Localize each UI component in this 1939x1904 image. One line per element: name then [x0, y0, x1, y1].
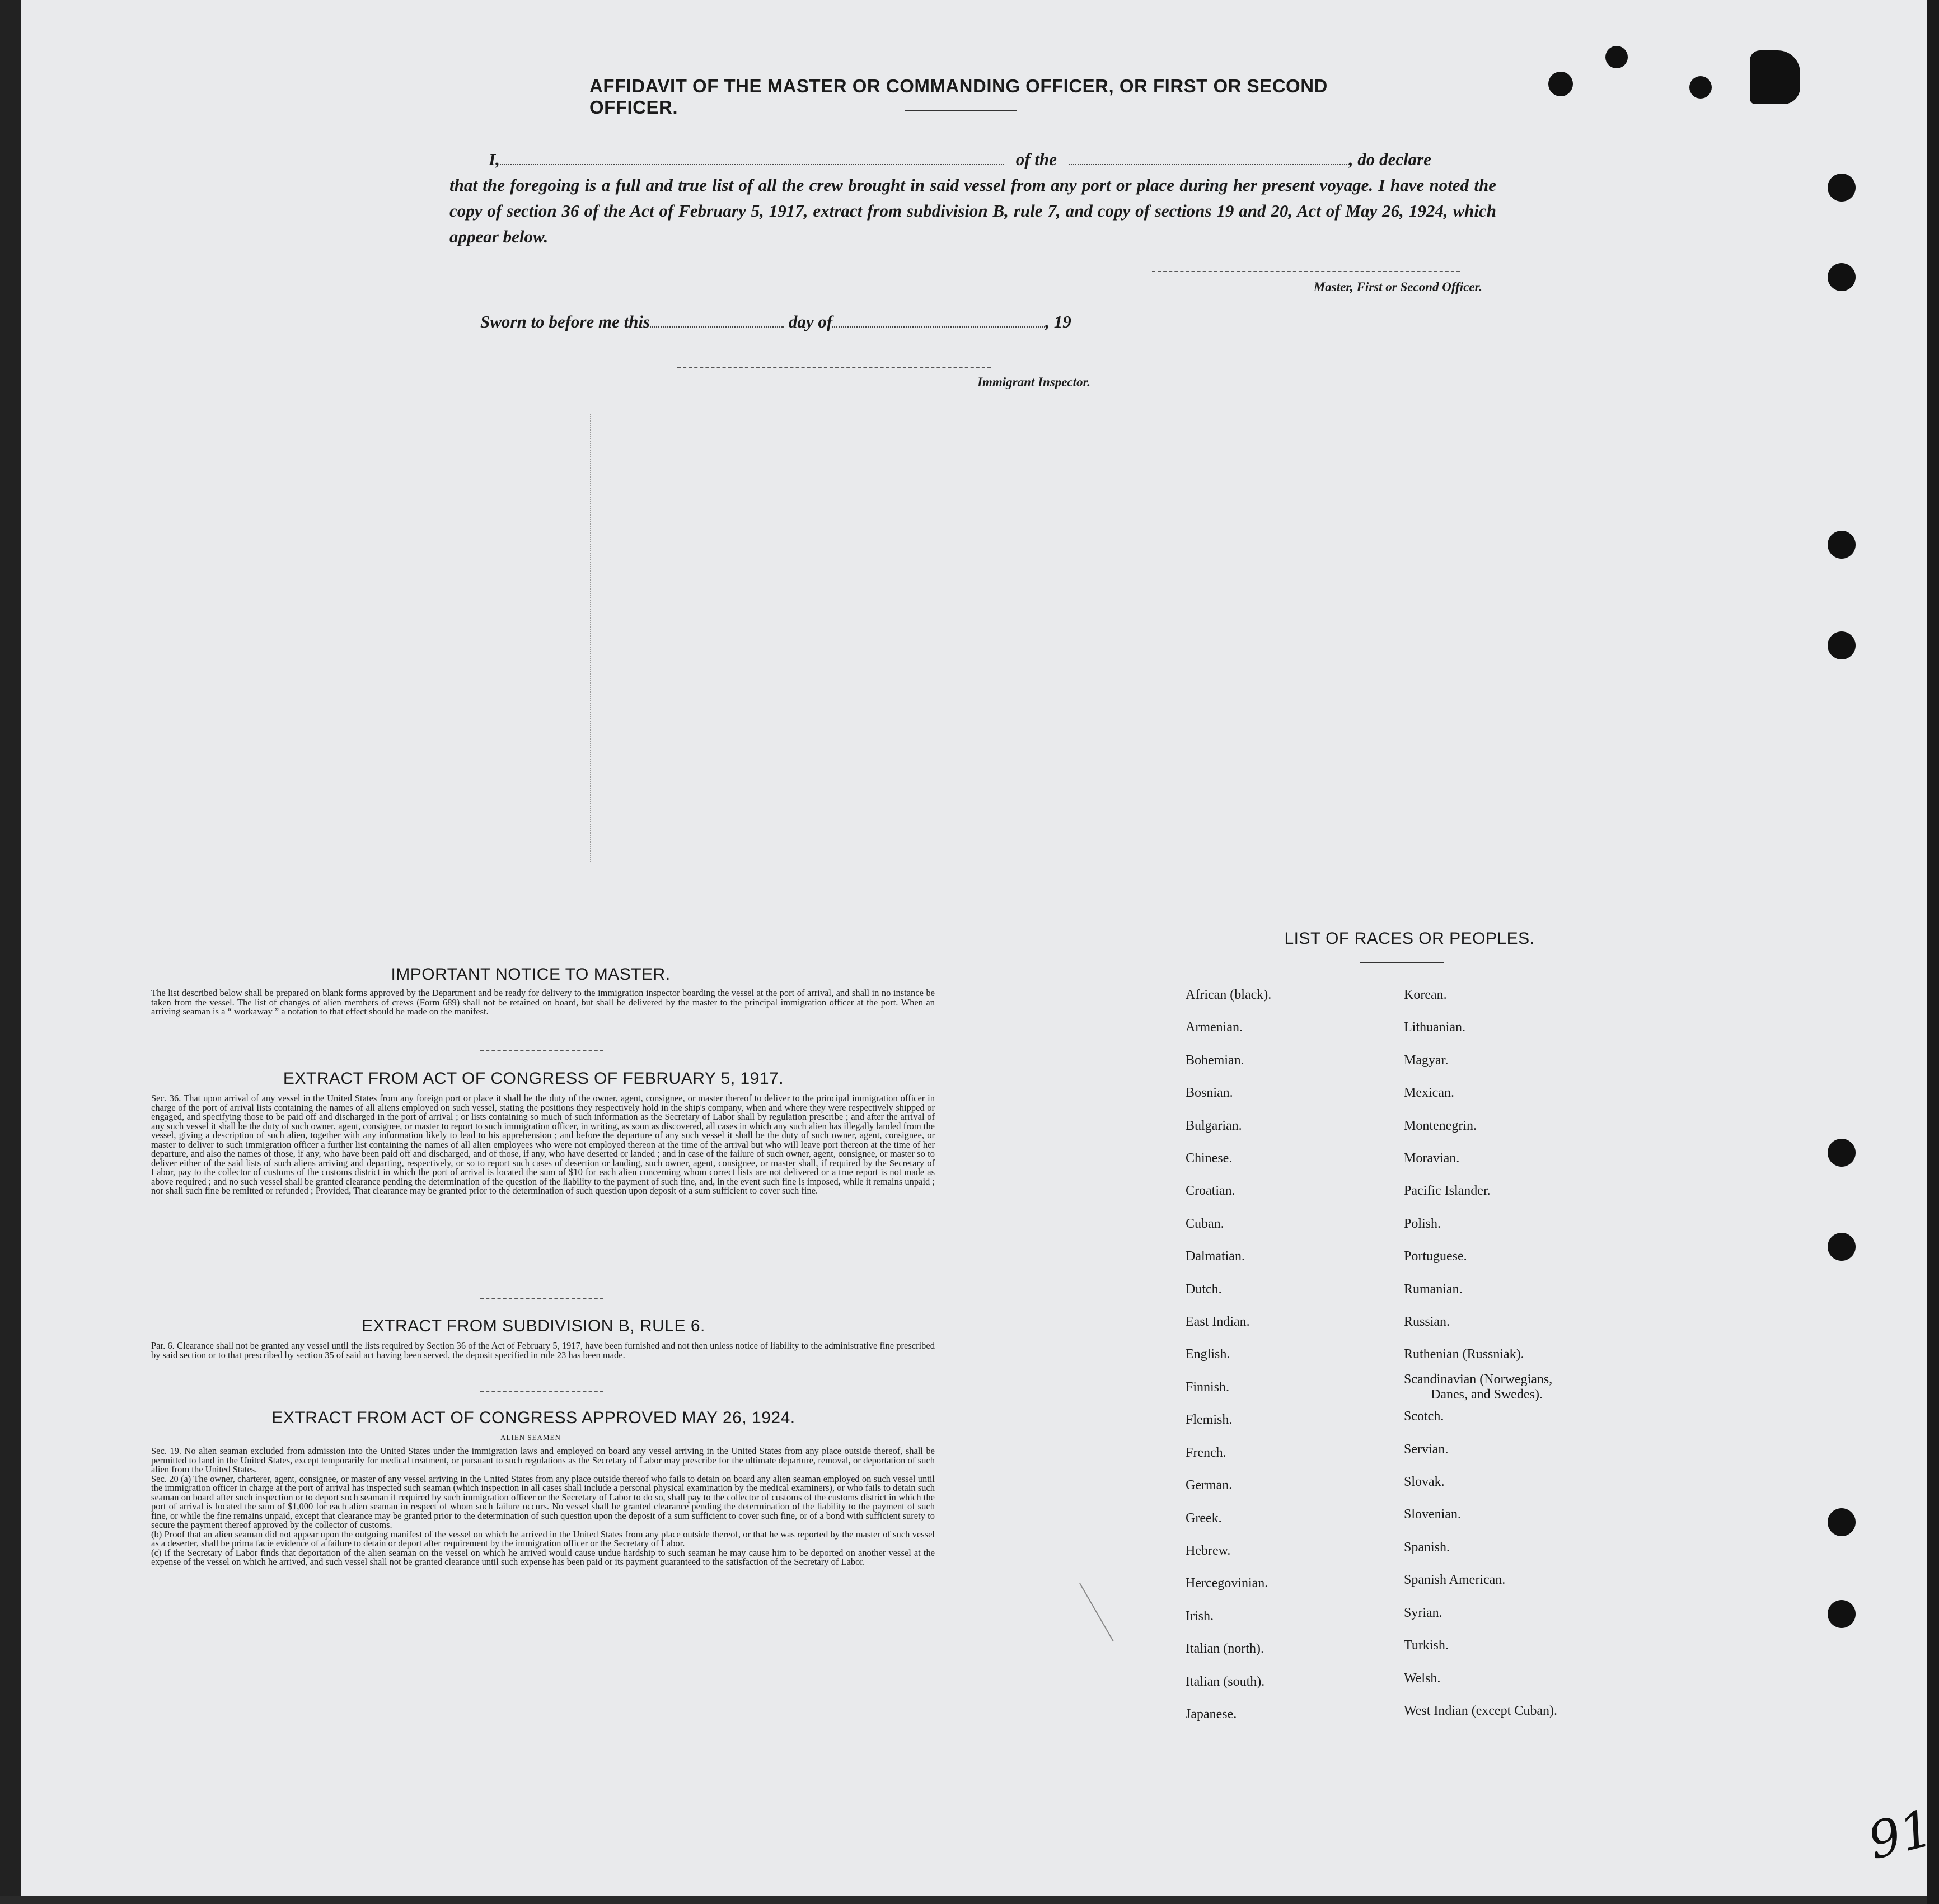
binder-hole-icon	[1828, 1233, 1856, 1261]
race-item: Scotch.	[1404, 1409, 1444, 1424]
binder-hole-icon	[1828, 1600, 1856, 1628]
race-item: Ruthenian (Russniak).	[1404, 1347, 1524, 1362]
race-item: Spanish American.	[1404, 1573, 1506, 1588]
race-item: Montenegrin.	[1404, 1118, 1477, 1133]
sec-19-text: Sec. 19. No alien seaman excluded from admission into the United States under the immigration laws and employed on board any vessel arriving in the United States from any place outside thereof, shall be permitted to land in the United States, except temporarily for medical treatment, or pursuant to such regulations as the Secretary of Labor may prescribe for the ultimate departure, removal, or deportation of such alien from the United States.	[151, 1445, 935, 1475]
notice-text: The list described below shall be prepared on blank forms approved by the Department and be ready for delivery to the immigration inspector boarding the vessel at the port of arrival, and shall in no instance be taken from the vessel. The list of changes of alien members of crews (Form 689) shall not be retained on board, but shall be delivered by the master to the principal immigration officer at the port. When an arriving seaman is a “ workaway ” a notation to that effect should be made on the manifest.	[151, 988, 935, 1017]
extract-1924-title: EXTRACT FROM ACT OF CONGRESS APPROVED MAY 26, 1924.	[271, 1409, 795, 1427]
race-item: Hebrew.	[1186, 1543, 1231, 1558]
extract-1917-title: EXTRACT FROM ACT OF CONGRESS OF FEBRUARY 5, 1917.	[283, 1069, 784, 1088]
sec-20c-text: (c) If the Secretary of Labor finds that deportation of the alien seaman on the vessel on which he arrived would cause undue hardship to such seaman he may cause him to be deported on another vessel at the expense of the vessel on which he arrived, and such vessel shall not be granted clearance until such expense has been paid or its payment guaranteed to the satisfaction of the Secretary of Labor.	[151, 1547, 935, 1567]
races-title-underline	[1360, 962, 1444, 963]
race-item: French.	[1186, 1445, 1226, 1460]
declaration-i: I,	[489, 149, 500, 169]
race-item: Greek.	[1186, 1510, 1222, 1526]
affidavit-title: AFFIDAVIT OF THE MASTER OR COMMANDING OFFICER, OR FIRST OR SECOND OFFICER.	[589, 76, 1328, 118]
declaration-of-the: of the	[1015, 149, 1057, 169]
race-item: Croatian.	[1186, 1183, 1235, 1199]
race-item: Finnish.	[1186, 1379, 1230, 1395]
master-signature-label: Master, First or Second Officer.	[1313, 280, 1482, 294]
race-item: Japanese.	[1186, 1706, 1237, 1721]
sworn-month-field[interactable]	[832, 326, 1045, 328]
race-item: Armenian.	[1186, 1020, 1243, 1035]
race-item: Polish.	[1404, 1216, 1441, 1231]
torn-corner-mark	[1750, 50, 1800, 104]
race-item-continuation: Danes, and Swedes).	[1431, 1387, 1543, 1402]
handwritten-page-number: 91	[1862, 1798, 1939, 1872]
alien-seamen-subtitle: ALIEN SEAMEN	[500, 1433, 561, 1442]
rule6-text: Par. 6. Clearance shall not be granted any vessel until the lists required by Section 36 of the Act of February 5, 1917, have been furnished and not then unless notice of liability to the administrative fine prescribed by said section or to that prescribed by section 35 of said act having been served, the deposit specified in rule 23 has been made.	[151, 1340, 935, 1360]
ink-blot-icon	[1548, 72, 1573, 96]
race-item: African (black).	[1186, 988, 1272, 1002]
race-item: Servian.	[1404, 1442, 1449, 1457]
section-divider	[480, 1391, 603, 1392]
race-item: Magyar.	[1404, 1052, 1449, 1068]
sworn-day-field[interactable]	[650, 326, 784, 328]
race-item: Rumanian.	[1404, 1281, 1463, 1297]
ink-blot-icon	[1689, 76, 1712, 99]
inspector-signature-line[interactable]	[677, 367, 991, 368]
race-item: East Indian.	[1186, 1314, 1250, 1330]
sworn-line	[480, 309, 1152, 335]
sworn-day-of: day of	[788, 312, 833, 331]
binder-hole-icon	[1828, 1139, 1856, 1167]
race-item: Korean.	[1404, 988, 1447, 1002]
race-item: Russian.	[1404, 1314, 1450, 1330]
pencil-tick-mark	[1079, 1583, 1114, 1642]
races-column-1	[1186, 979, 1271, 1730]
declaration-do-declare: , do declare	[1348, 149, 1431, 169]
scan-bottom-edge	[0, 1896, 1927, 1904]
sworn-prefix: Sworn to before me this	[480, 312, 650, 331]
binder-hole-icon	[1828, 531, 1856, 559]
race-item: West Indian (except Cuban).	[1404, 1703, 1557, 1718]
declaration-body: that the foregoing is a full and true list of all the crew brought in said vessel from any port or place during her present voyage. I have noted the copy of section 36 of the Act of February 5, 1917, extract from subdivision B, rule 7, and copy of sections 19 and 20, Act of May 26, 1924, which appear below.	[449, 175, 1496, 246]
master-signature-line[interactable]	[1152, 271, 1460, 272]
race-item: Welsh.	[1404, 1671, 1441, 1686]
race-item: Flemish.	[1186, 1412, 1233, 1428]
race-item: Portuguese.	[1404, 1249, 1467, 1264]
extract-1917-text: Sec. 36. That upon arrival of any vessel in the United States from any foreign port or place it shall be the duty of the owner, agent, consignee, or master thereof to deliver to the principal immigration officer in charge of the port of arrival lists containing the names of all aliens employed on such vessel, stating the positions they respectively hold in the ship's company, when and where they were respectively shipped or engaged, and specifying those to be paid off and discharged in the port of arrival ; or lists containing so much of such information as the Secretary of Labor shall by regulation prescribe ; and after the arrival of any such vessel it shall be the duty of such owner, agent, consignee, or master to report to such immigration officer, in writing, as soon as discovered, all cases in which any such alien has illegally landed from the vessel, giving a description of such alien, together with any information likely to lead to his apprehension ; and before the departure of any such vessel it shall be the duty of such owner, agent, consignee, or master to deliver to such immigration officer a further list containing the names of all alien employees who were not employed thereon at the time of the arrival but who will leave port thereon at the time of her departure, and also the names of those, if any, who have been paid off and discharged, and of those, if any, who have deserted or landed ; and in case of the failure of such owner, agent, consignee, or master so to deliver either of the said lists of such aliens arriving and departing, respectively, or so to report such cases of desertion or landing, such owner, agent, consignee, or master shall, if required by the Secretary of Labor, pay to the collector of customs of the customs district in which the port of arrival is located the sum of $10 for each alien concerning whom correct lists are not delivered or a true report is not made as above required ; and no such vessel shall be granted clearance pending the determination of the question of the liability to the payment of such fine, and, in the event such fine is imposed, while it remains unpaid ; nor shall such fine be remitted or refunded ; Provided, That clearance may be granted prior to the determination of such question upon deposit of a sum sufficient to cover such fine.	[151, 1093, 935, 1196]
race-item: Italian (south).	[1186, 1674, 1265, 1689]
race-item: Turkish.	[1404, 1638, 1449, 1653]
race-item: Syrian.	[1404, 1605, 1442, 1620]
race-item: Slovenian.	[1404, 1507, 1461, 1522]
race-item: Pacific Islander.	[1404, 1183, 1491, 1199]
vessel-field[interactable]	[1069, 164, 1349, 165]
race-item: Irish.	[1186, 1608, 1214, 1624]
ink-blot-icon	[1605, 46, 1628, 68]
title-underline	[905, 110, 1017, 111]
binder-hole-icon	[1828, 174, 1856, 202]
races-column-2	[1404, 979, 1557, 1727]
race-item: German.	[1186, 1478, 1233, 1493]
race-item: Bulgarian.	[1186, 1118, 1242, 1133]
race-item: Chinese.	[1186, 1151, 1233, 1166]
race-item: Lithuanian.	[1404, 1020, 1465, 1035]
race-item: Bosnian.	[1186, 1086, 1233, 1101]
race-item: Spanish.	[1404, 1540, 1450, 1555]
race-item: Dalmatian.	[1186, 1249, 1245, 1264]
document-page	[21, 0, 1939, 1904]
race-item: English.	[1186, 1347, 1230, 1362]
notice-title: IMPORTANT NOTICE TO MASTER.	[391, 965, 671, 984]
race-item: Bohemian.	[1186, 1052, 1244, 1068]
name-field[interactable]	[500, 164, 1004, 165]
race-item: Dutch.	[1186, 1281, 1222, 1297]
faint-column-rule	[590, 414, 591, 862]
sec-20b-text: (b) Proof that an alien seaman did not appear upon the outgoing manifest of the vessel on which he arrived in the United States from any place outside thereof, or that he was reported by the master of such vessel as a deserter, shall be prima facie evidence of a failure to detain or deport after requirement by the immigration officer or the Secretary of Labor.	[151, 1528, 935, 1549]
binder-hole-icon	[1828, 263, 1856, 291]
race-item	[1404, 1371, 1557, 1404]
rule6-title: EXTRACT FROM SUBDIVISION B, RULE 6.	[362, 1317, 705, 1335]
section-divider	[480, 1298, 603, 1299]
race-item: Hercegovinian.	[1186, 1576, 1268, 1591]
inspector-label: Immigrant Inspector.	[977, 375, 1090, 389]
race-item: Slovak.	[1404, 1475, 1445, 1490]
races-title: LIST OF RACES OR PEOPLES.	[1284, 929, 1535, 948]
race-item: Cuban.	[1186, 1216, 1224, 1231]
binder-hole-icon	[1828, 631, 1856, 659]
race-item-line: Scandinavian (Norwegians,	[1404, 1372, 1553, 1387]
scan-edge-shadow	[0, 0, 21, 1904]
extract-1924-text	[151, 1447, 935, 1567]
race-item: Italian (north).	[1186, 1641, 1264, 1657]
section-divider	[480, 1050, 603, 1051]
race-item: Mexican.	[1404, 1086, 1454, 1101]
race-item: Moravian.	[1404, 1151, 1460, 1166]
sworn-year: , 19	[1045, 312, 1071, 331]
binder-hole-icon	[1828, 1508, 1856, 1536]
declaration-line	[449, 147, 1496, 172]
sec-20a-text: Sec. 20 (a) The owner, charterer, agent, consignee, or master of any vessel arriving in the United States from any place outside thereof who fails to detain on board any alien seaman employed on such vessel until the immigration officer in charge at the port of arrival has inspected such seaman (which inspection in all cases shall include a personal physical examination by the medical examiners), or who fails to detain such seaman on board after such inspection or to deport such seaman if required by such immigration officer or the Secretary of Labor to do so, shall pay to the collector of customs of the customs district in which the port of arrival is located the sum of $1,000 for each alien seaman in respect of whom such failure occurs. No vessel shall be granted clearance pending the determination of the liability to the payment of such fine, or while the fine remains unpaid, except that clearance may be granted prior to the determination of such question upon the deposit of a sum sufficient to cover such fine, or of a bond with sufficient surety to secure the payment thereof approved by the collector of customs.	[151, 1473, 935, 1530]
